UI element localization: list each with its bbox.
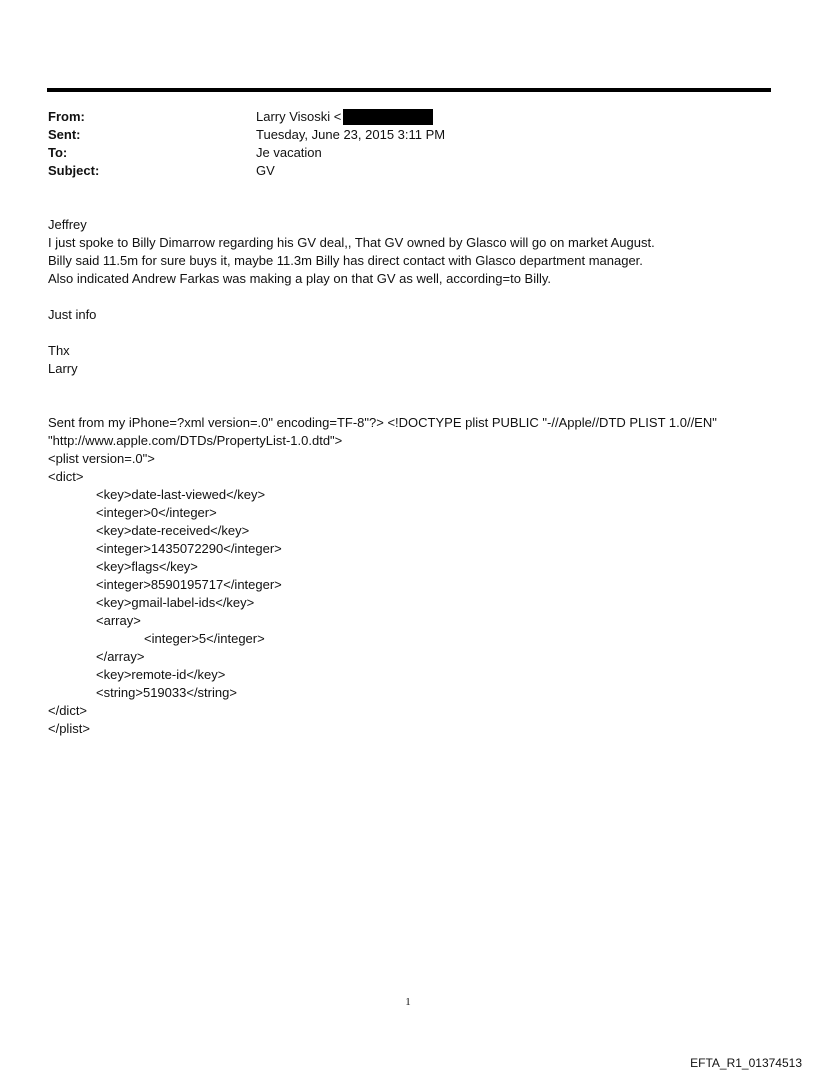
spacer	[48, 288, 778, 306]
plist-line: <dict>	[48, 469, 84, 484]
plist-line: </array>	[96, 649, 145, 664]
to-label: To:	[48, 145, 68, 160]
to-value: Je vacation	[256, 145, 322, 160]
plist-line: <integer>8590195717</integer>	[96, 577, 282, 592]
plist-line: <key>remote-id</key>	[96, 667, 226, 682]
body-line: I just spoke to Billy Dimarrow regarding his GV deal,, That GV owned by Glasco will go on market August.	[48, 235, 655, 250]
subject-label: Subject:	[48, 163, 100, 178]
header-divider	[47, 88, 771, 92]
thanks-line: Thx	[48, 343, 70, 358]
subject-value: GV	[256, 163, 275, 178]
sent-value: Tuesday, June 23, 2015 3:11 PM	[256, 127, 446, 142]
from-value	[256, 108, 433, 126]
document-id: EFTA_R1_01374513	[690, 1056, 802, 1070]
plist-line: <integer>1435072290</integer>	[96, 541, 282, 556]
spacer	[48, 396, 778, 414]
plist-line: <integer>5</integer>	[144, 631, 265, 646]
body-line: Billy said 11.5m for sure buys it, maybe 11.3m Billy has direct contact with Glasco department manager.	[48, 253, 643, 268]
plist-line: </dict>	[48, 703, 88, 718]
email-body	[48, 216, 778, 738]
greeting: Jeffrey	[48, 217, 87, 232]
sent-row	[48, 126, 768, 144]
subject-row	[48, 162, 768, 180]
spacer	[48, 378, 778, 396]
signature-line: Larry	[48, 361, 78, 376]
plist-line: <string>519033</string>	[96, 685, 237, 700]
plist-line: </plist>	[48, 721, 90, 736]
plist-line: <array>	[96, 613, 141, 628]
plist-line: <plist version=.0">	[48, 451, 155, 466]
from-name: Larry Visoski <	[256, 109, 342, 124]
to-row	[48, 144, 768, 162]
from-row	[48, 108, 768, 126]
page-number: 1	[405, 996, 411, 1008]
spacer	[48, 324, 778, 342]
plist-line: <key>date-last-viewed</key>	[96, 487, 266, 502]
plist-line: "http://www.apple.com/DTDs/PropertyList-1.0.dtd">	[48, 433, 343, 448]
plist-line: <key>flags</key>	[96, 559, 198, 574]
email-header	[48, 108, 768, 180]
sent-label: Sent:	[48, 127, 81, 142]
redaction-box	[343, 109, 433, 125]
info-line: Just info	[48, 307, 97, 322]
from-label: From:	[48, 109, 85, 124]
plist-line: <key>date-received</key>	[96, 523, 250, 538]
plist-line: <integer>0</integer>	[96, 505, 217, 520]
plist-line: <key>gmail-label-ids</key>	[96, 595, 255, 610]
plist-line: Sent from my iPhone=?xml version=.0" encoding=TF-8"?> <!DOCTYPE plist PUBLIC "-//Apple//DTD PLIST 1.0//EN"	[48, 415, 717, 430]
body-line: Also indicated Andrew Farkas was making a play on that GV as well, according=to Billy.	[48, 271, 552, 286]
